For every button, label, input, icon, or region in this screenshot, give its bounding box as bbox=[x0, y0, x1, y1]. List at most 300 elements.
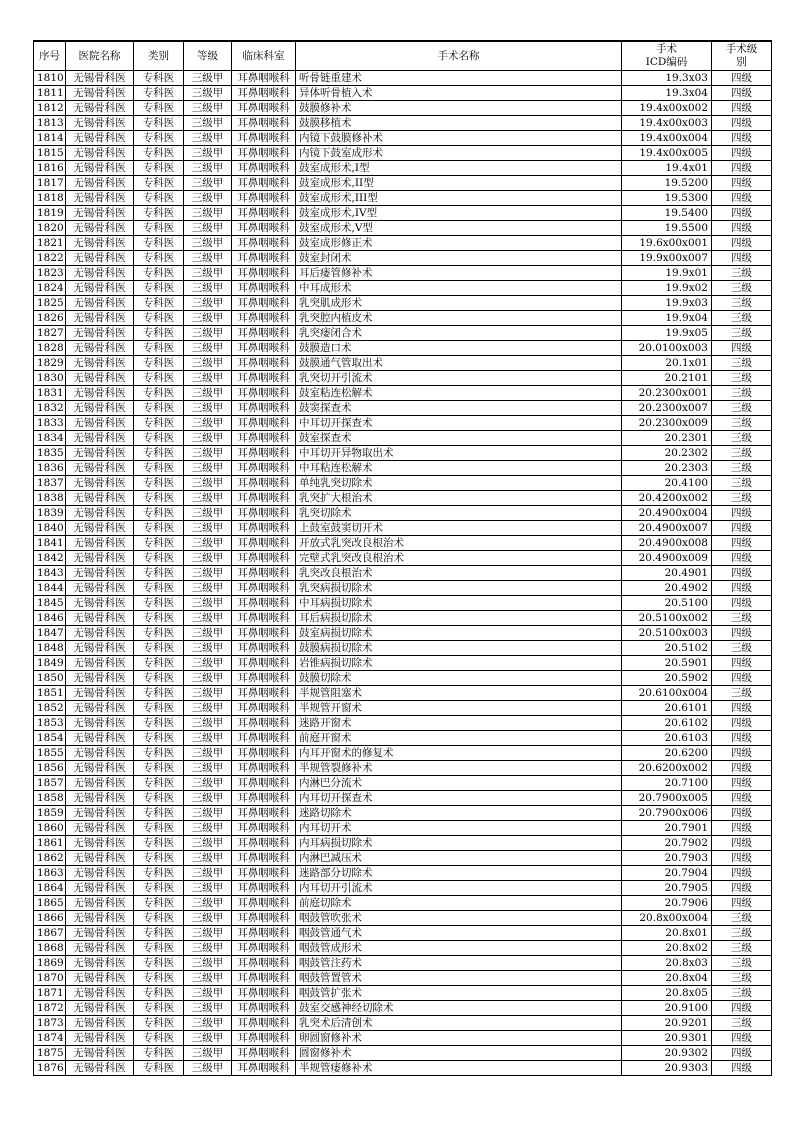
row-number: 1866 bbox=[34, 911, 66, 926]
table-row bbox=[34, 401, 772, 416]
hospital-grade: 三级甲 bbox=[184, 86, 232, 101]
clinical-dept: 耳鼻咽喉科 bbox=[232, 116, 296, 131]
hospital-type: 专科医 bbox=[134, 551, 184, 566]
surgery-name: 鼓膜病损切除术 bbox=[296, 641, 622, 656]
icd-code: 20.9301 bbox=[622, 1031, 712, 1046]
clinical-dept: 耳鼻咽喉科 bbox=[232, 281, 296, 296]
icd-code: 20.2301 bbox=[622, 431, 712, 446]
row-number: 1810 bbox=[34, 71, 66, 86]
clinical-dept: 耳鼻咽喉科 bbox=[232, 506, 296, 521]
hospital-type: 专科医 bbox=[134, 716, 184, 731]
hospital-type: 专科医 bbox=[134, 116, 184, 131]
hospital-type: 专科医 bbox=[134, 866, 184, 881]
table-row bbox=[34, 956, 772, 971]
table-row bbox=[34, 911, 772, 926]
hospital-grade: 三级甲 bbox=[184, 281, 232, 296]
row-number: 1813 bbox=[34, 116, 66, 131]
clinical-dept: 耳鼻咽喉科 bbox=[232, 266, 296, 281]
hospital-type: 专科医 bbox=[134, 296, 184, 311]
hospital-type: 专科医 bbox=[134, 1061, 184, 1076]
hospital-grade: 三级甲 bbox=[184, 776, 232, 791]
clinical-dept: 耳鼻咽喉科 bbox=[232, 311, 296, 326]
hospital-name: 无锡骨科医 bbox=[66, 371, 134, 386]
icd-code: 19.9x04 bbox=[622, 311, 712, 326]
surgery-level: 四级 bbox=[712, 671, 772, 686]
hospital-type: 专科医 bbox=[134, 101, 184, 116]
icd-code: 20.6101 bbox=[622, 701, 712, 716]
hospital-type: 专科医 bbox=[134, 146, 184, 161]
table-row bbox=[34, 131, 772, 146]
hospital-grade: 三级甲 bbox=[184, 296, 232, 311]
surgery-name: 耳后病损切除术 bbox=[296, 611, 622, 626]
surgery-name: 鼓窦探查术 bbox=[296, 401, 622, 416]
surgery-name: 中耳成形术 bbox=[296, 281, 622, 296]
icd-code: 20.7903 bbox=[622, 851, 712, 866]
surgery-level: 四级 bbox=[712, 806, 772, 821]
table-row bbox=[34, 446, 772, 461]
clinical-dept: 耳鼻咽喉科 bbox=[232, 101, 296, 116]
surgery-level: 三级 bbox=[712, 326, 772, 341]
icd-code: 20.5901 bbox=[622, 656, 712, 671]
hospital-grade: 三级甲 bbox=[184, 401, 232, 416]
clinical-dept: 耳鼻咽喉科 bbox=[232, 191, 296, 206]
hospital-grade: 三级甲 bbox=[184, 581, 232, 596]
hospital-grade: 三级甲 bbox=[184, 521, 232, 536]
hospital-type: 专科医 bbox=[134, 161, 184, 176]
hospital-name: 无锡骨科医 bbox=[66, 686, 134, 701]
icd-code: 20.7900x005 bbox=[622, 791, 712, 806]
hospital-name: 无锡骨科医 bbox=[66, 176, 134, 191]
surgery-level: 三级 bbox=[712, 611, 772, 626]
clinical-dept: 耳鼻咽喉科 bbox=[232, 761, 296, 776]
clinical-dept: 耳鼻咽喉科 bbox=[232, 971, 296, 986]
surgery-level: 四级 bbox=[712, 1031, 772, 1046]
surgery-level: 四级 bbox=[712, 596, 772, 611]
row-number: 1858 bbox=[34, 791, 66, 806]
row-number: 1840 bbox=[34, 521, 66, 536]
hospital-name: 无锡骨科医 bbox=[66, 311, 134, 326]
hospital-name: 无锡骨科医 bbox=[66, 956, 134, 971]
surgery-level: 三级 bbox=[712, 281, 772, 296]
surgery-name: 内淋巴分流术 bbox=[296, 776, 622, 791]
clinical-dept: 耳鼻咽喉科 bbox=[232, 731, 296, 746]
clinical-dept: 耳鼻咽喉科 bbox=[232, 326, 296, 341]
surgery-level: 四级 bbox=[712, 341, 772, 356]
hospital-type: 专科医 bbox=[134, 506, 184, 521]
icd-code: 19.4x00x005 bbox=[622, 146, 712, 161]
surgery-level: 四级 bbox=[712, 86, 772, 101]
icd-code: 20.2300x001 bbox=[622, 386, 712, 401]
hospital-grade: 三级甲 bbox=[184, 236, 232, 251]
hospital-type: 专科医 bbox=[134, 131, 184, 146]
surgery-level: 四级 bbox=[712, 161, 772, 176]
row-number: 1831 bbox=[34, 386, 66, 401]
icd-code: 20.4100 bbox=[622, 476, 712, 491]
icd-code: 20.8x02 bbox=[622, 941, 712, 956]
clinical-dept: 耳鼻咽喉科 bbox=[232, 611, 296, 626]
row-number: 1827 bbox=[34, 326, 66, 341]
surgery-name: 鼓膜移植术 bbox=[296, 116, 622, 131]
surgery-name: 乳突病损切除术 bbox=[296, 581, 622, 596]
row-number: 1838 bbox=[34, 491, 66, 506]
table-row bbox=[34, 1046, 772, 1061]
hospital-grade: 三级甲 bbox=[184, 446, 232, 461]
hospital-grade: 三级甲 bbox=[184, 101, 232, 116]
hospital-name: 无锡骨科医 bbox=[66, 596, 134, 611]
surgery-level: 四级 bbox=[712, 116, 772, 131]
surgery-level: 三级 bbox=[712, 926, 772, 941]
icd-code: 19.5400 bbox=[622, 206, 712, 221]
clinical-dept: 耳鼻咽喉科 bbox=[232, 956, 296, 971]
surgery-level: 三级 bbox=[712, 356, 772, 371]
row-number: 1823 bbox=[34, 266, 66, 281]
hospital-grade: 三级甲 bbox=[184, 686, 232, 701]
clinical-dept: 耳鼻咽喉科 bbox=[232, 836, 296, 851]
hospital-type: 专科医 bbox=[134, 461, 184, 476]
icd-code: 20.7901 bbox=[622, 821, 712, 836]
table-row bbox=[34, 146, 772, 161]
surgery-name: 卵圆窗修补术 bbox=[296, 1031, 622, 1046]
hospital-name: 无锡骨科医 bbox=[66, 806, 134, 821]
table-row bbox=[34, 551, 772, 566]
table-row bbox=[34, 476, 772, 491]
surgery-name: 鼓室成形术,V型 bbox=[296, 221, 622, 236]
surgery-name: 听骨链重建术 bbox=[296, 71, 622, 86]
surgery-name: 内耳病损切除术 bbox=[296, 836, 622, 851]
surgery-level: 四级 bbox=[712, 716, 772, 731]
hospital-name: 无锡骨科医 bbox=[66, 461, 134, 476]
row-number: 1844 bbox=[34, 581, 66, 596]
clinical-dept: 耳鼻咽喉科 bbox=[232, 491, 296, 506]
hospital-type: 专科医 bbox=[134, 356, 184, 371]
hospital-grade: 三级甲 bbox=[184, 911, 232, 926]
row-number: 1833 bbox=[34, 416, 66, 431]
hospital-name: 无锡骨科医 bbox=[66, 896, 134, 911]
hospital-type: 专科医 bbox=[134, 536, 184, 551]
hospital-grade: 三级甲 bbox=[184, 206, 232, 221]
surgery-level: 四级 bbox=[712, 221, 772, 236]
hospital-type: 专科医 bbox=[134, 791, 184, 806]
surgery-level: 四级 bbox=[712, 251, 772, 266]
row-number: 1872 bbox=[34, 1001, 66, 1016]
hospital-grade: 三级甲 bbox=[184, 416, 232, 431]
hospital-grade: 三级甲 bbox=[184, 986, 232, 1001]
hospital-grade: 三级甲 bbox=[184, 506, 232, 521]
icd-code: 19.3x03 bbox=[622, 71, 712, 86]
icd-code: 20.8x01 bbox=[622, 926, 712, 941]
clinical-dept: 耳鼻咽喉科 bbox=[232, 776, 296, 791]
hospital-type: 专科医 bbox=[134, 986, 184, 1001]
hospital-name: 无锡骨科医 bbox=[66, 611, 134, 626]
hospital-type: 专科医 bbox=[134, 776, 184, 791]
icd-code: 20.9303 bbox=[622, 1061, 712, 1076]
hospital-name: 无锡骨科医 bbox=[66, 71, 134, 86]
hospital-type: 专科医 bbox=[134, 596, 184, 611]
hospital-type: 专科医 bbox=[134, 581, 184, 596]
clinical-dept: 耳鼻咽喉科 bbox=[232, 551, 296, 566]
hospital-grade: 三级甲 bbox=[184, 701, 232, 716]
icd-code: 20.6100x004 bbox=[622, 686, 712, 701]
surgery-name: 岩锥病损切除术 bbox=[296, 656, 622, 671]
hospital-type: 专科医 bbox=[134, 1016, 184, 1031]
header-type: 类别 bbox=[134, 41, 184, 71]
surgery-level: 三级 bbox=[712, 1016, 772, 1031]
hospital-name: 无锡骨科医 bbox=[66, 431, 134, 446]
surgery-name: 中耳粘连松解术 bbox=[296, 461, 622, 476]
surgery-level: 四级 bbox=[712, 191, 772, 206]
table-row bbox=[34, 371, 772, 386]
hospital-name: 无锡骨科医 bbox=[66, 281, 134, 296]
icd-code: 19.9x01 bbox=[622, 266, 712, 281]
icd-code: 19.5500 bbox=[622, 221, 712, 236]
surgery-name: 圆窗修补术 bbox=[296, 1046, 622, 1061]
icd-code: 20.2300x009 bbox=[622, 416, 712, 431]
hospital-name: 无锡骨科医 bbox=[66, 101, 134, 116]
clinical-dept: 耳鼻咽喉科 bbox=[232, 686, 296, 701]
table-row bbox=[34, 461, 772, 476]
icd-code: 19.9x00x007 bbox=[622, 251, 712, 266]
row-number: 1846 bbox=[34, 611, 66, 626]
row-number: 1847 bbox=[34, 626, 66, 641]
icd-code: 20.0100x003 bbox=[622, 341, 712, 356]
surgery-level: 四级 bbox=[712, 776, 772, 791]
surgery-level: 三级 bbox=[712, 416, 772, 431]
hospital-name: 无锡骨科医 bbox=[66, 716, 134, 731]
hospital-name: 无锡骨科医 bbox=[66, 296, 134, 311]
icd-code: 20.6200 bbox=[622, 746, 712, 761]
surgery-level: 四级 bbox=[712, 236, 772, 251]
table-row bbox=[34, 221, 772, 236]
hospital-type: 专科医 bbox=[134, 686, 184, 701]
hospital-name: 无锡骨科医 bbox=[66, 236, 134, 251]
surgery-name: 内耳切开引流术 bbox=[296, 881, 622, 896]
surgery-name: 乳突改良根治术 bbox=[296, 566, 622, 581]
hospital-type: 专科医 bbox=[134, 1031, 184, 1046]
icd-code: 20.5902 bbox=[622, 671, 712, 686]
icd-code: 20.9201 bbox=[622, 1016, 712, 1031]
table-row bbox=[34, 1016, 772, 1031]
hospital-grade: 三级甲 bbox=[184, 221, 232, 236]
icd-code: 20.8x05 bbox=[622, 986, 712, 1001]
table-body bbox=[34, 71, 772, 1076]
hospital-grade: 三级甲 bbox=[184, 131, 232, 146]
hospital-type: 专科医 bbox=[134, 86, 184, 101]
hospital-name: 无锡骨科医 bbox=[66, 491, 134, 506]
surgery-level: 三级 bbox=[712, 446, 772, 461]
table-row bbox=[34, 716, 772, 731]
clinical-dept: 耳鼻咽喉科 bbox=[232, 1046, 296, 1061]
surgery-name: 乳突肌成形术 bbox=[296, 296, 622, 311]
hospital-name: 无锡骨科医 bbox=[66, 416, 134, 431]
surgery-name: 鼓室成形术,III型 bbox=[296, 191, 622, 206]
hospital-grade: 三级甲 bbox=[184, 1031, 232, 1046]
hospital-type: 专科医 bbox=[134, 311, 184, 326]
row-number: 1811 bbox=[34, 86, 66, 101]
hospital-name: 无锡骨科医 bbox=[66, 356, 134, 371]
surgery-level: 三级 bbox=[712, 296, 772, 311]
hospital-type: 专科医 bbox=[134, 1046, 184, 1061]
table-row bbox=[34, 866, 772, 881]
hospital-name: 无锡骨科医 bbox=[66, 221, 134, 236]
row-number: 1855 bbox=[34, 746, 66, 761]
row-number: 1868 bbox=[34, 941, 66, 956]
row-number: 1841 bbox=[34, 536, 66, 551]
icd-code: 20.4900x007 bbox=[622, 521, 712, 536]
hospital-type: 专科医 bbox=[134, 491, 184, 506]
surgery-level: 四级 bbox=[712, 851, 772, 866]
surgery-level: 三级 bbox=[712, 986, 772, 1001]
table-row bbox=[34, 671, 772, 686]
hospital-type: 专科医 bbox=[134, 221, 184, 236]
hospital-grade: 三级甲 bbox=[184, 551, 232, 566]
icd-code: 20.7100 bbox=[622, 776, 712, 791]
row-number: 1843 bbox=[34, 566, 66, 581]
hospital-name: 无锡骨科医 bbox=[66, 386, 134, 401]
hospital-type: 专科医 bbox=[134, 236, 184, 251]
hospital-name: 无锡骨科医 bbox=[66, 131, 134, 146]
icd-code: 20.4200x002 bbox=[622, 491, 712, 506]
clinical-dept: 耳鼻咽喉科 bbox=[232, 656, 296, 671]
surgery-name: 中耳切开异物取出术 bbox=[296, 446, 622, 461]
hospital-name: 无锡骨科医 bbox=[66, 476, 134, 491]
hospital-type: 专科医 bbox=[134, 371, 184, 386]
icd-code: 19.5200 bbox=[622, 176, 712, 191]
clinical-dept: 耳鼻咽喉科 bbox=[232, 356, 296, 371]
hospital-grade: 三级甲 bbox=[184, 431, 232, 446]
surgery-name: 咽鼓管吹张术 bbox=[296, 911, 622, 926]
hospital-type: 专科医 bbox=[134, 206, 184, 221]
hospital-type: 专科医 bbox=[134, 971, 184, 986]
hospital-grade: 三级甲 bbox=[184, 971, 232, 986]
surgery-name: 鼓膜造口术 bbox=[296, 341, 622, 356]
table-row bbox=[34, 836, 772, 851]
hospital-name: 无锡骨科医 bbox=[66, 971, 134, 986]
row-number: 1828 bbox=[34, 341, 66, 356]
hospital-grade: 三级甲 bbox=[184, 311, 232, 326]
surgery-level: 四级 bbox=[712, 146, 772, 161]
clinical-dept: 耳鼻咽喉科 bbox=[232, 596, 296, 611]
hospital-grade: 三级甲 bbox=[184, 926, 232, 941]
table-row bbox=[34, 296, 772, 311]
table-row bbox=[34, 1031, 772, 1046]
table-row bbox=[34, 71, 772, 86]
hospital-type: 专科医 bbox=[134, 566, 184, 581]
surgery-name: 异体听骨植入术 bbox=[296, 86, 622, 101]
surgery-name: 迷路切除术 bbox=[296, 806, 622, 821]
hospital-grade: 三级甲 bbox=[184, 266, 232, 281]
table-row bbox=[34, 626, 772, 641]
hospital-name: 无锡骨科医 bbox=[66, 1016, 134, 1031]
icd-code: 19.3x04 bbox=[622, 86, 712, 101]
hospital-type: 专科医 bbox=[134, 251, 184, 266]
hospital-name: 无锡骨科医 bbox=[66, 761, 134, 776]
row-number: 1832 bbox=[34, 401, 66, 416]
hospital-name: 无锡骨科医 bbox=[66, 641, 134, 656]
hospital-type: 专科医 bbox=[134, 611, 184, 626]
row-number: 1835 bbox=[34, 446, 66, 461]
table-row bbox=[34, 416, 772, 431]
row-number: 1818 bbox=[34, 191, 66, 206]
table-row bbox=[34, 881, 772, 896]
hospital-grade: 三级甲 bbox=[184, 536, 232, 551]
surgery-name: 乳突腔内植皮术 bbox=[296, 311, 622, 326]
table-row bbox=[34, 281, 772, 296]
clinical-dept: 耳鼻咽喉科 bbox=[232, 626, 296, 641]
surgery-name: 内耳切开探查术 bbox=[296, 791, 622, 806]
clinical-dept: 耳鼻咽喉科 bbox=[232, 821, 296, 836]
table-row bbox=[34, 851, 772, 866]
table-row bbox=[34, 1001, 772, 1016]
surgery-name: 鼓膜通气管取出术 bbox=[296, 356, 622, 371]
row-number: 1871 bbox=[34, 986, 66, 1001]
hospital-name: 无锡骨科医 bbox=[66, 791, 134, 806]
row-number: 1854 bbox=[34, 731, 66, 746]
hospital-name: 无锡骨科医 bbox=[66, 161, 134, 176]
table-row bbox=[34, 311, 772, 326]
surgery-name: 半规管瘘修补术 bbox=[296, 1061, 622, 1076]
hospital-name: 无锡骨科医 bbox=[66, 266, 134, 281]
table-row bbox=[34, 506, 772, 521]
hospital-grade: 三级甲 bbox=[184, 836, 232, 851]
hospital-type: 专科医 bbox=[134, 851, 184, 866]
hospital-name: 无锡骨科医 bbox=[66, 581, 134, 596]
hospital-grade: 三级甲 bbox=[184, 371, 232, 386]
icd-code: 20.4900x004 bbox=[622, 506, 712, 521]
hospital-type: 专科医 bbox=[134, 941, 184, 956]
hospital-grade: 三级甲 bbox=[184, 596, 232, 611]
row-number: 1850 bbox=[34, 671, 66, 686]
hospital-grade: 三级甲 bbox=[184, 941, 232, 956]
clinical-dept: 耳鼻咽喉科 bbox=[232, 896, 296, 911]
hospital-type: 专科医 bbox=[134, 176, 184, 191]
surgery-level: 四级 bbox=[712, 101, 772, 116]
hospital-grade: 三级甲 bbox=[184, 866, 232, 881]
surgery-name: 内淋巴减压术 bbox=[296, 851, 622, 866]
surgery-name: 鼓室成形术,IV型 bbox=[296, 206, 622, 221]
icd-code: 20.1x01 bbox=[622, 356, 712, 371]
hospital-grade: 三级甲 bbox=[184, 356, 232, 371]
surgery-name: 半规管阻塞术 bbox=[296, 686, 622, 701]
row-number: 1859 bbox=[34, 806, 66, 821]
surgery-level: 四级 bbox=[712, 521, 772, 536]
hospital-name: 无锡骨科医 bbox=[66, 746, 134, 761]
row-number: 1848 bbox=[34, 641, 66, 656]
hospital-name: 无锡骨科医 bbox=[66, 521, 134, 536]
icd-code: 20.8x03 bbox=[622, 956, 712, 971]
hospital-name: 无锡骨科医 bbox=[66, 626, 134, 641]
surgery-level: 三级 bbox=[712, 461, 772, 476]
surgery-level: 四级 bbox=[712, 896, 772, 911]
hospital-type: 专科医 bbox=[134, 281, 184, 296]
hospital-name: 无锡骨科医 bbox=[66, 551, 134, 566]
clinical-dept: 耳鼻咽喉科 bbox=[232, 791, 296, 806]
hospital-grade: 三级甲 bbox=[184, 746, 232, 761]
clinical-dept: 耳鼻咽喉科 bbox=[232, 251, 296, 266]
icd-code: 20.5100 bbox=[622, 596, 712, 611]
hospital-name: 无锡骨科医 bbox=[66, 926, 134, 941]
table-row bbox=[34, 791, 772, 806]
icd-code: 19.4x01 bbox=[622, 161, 712, 176]
row-number: 1812 bbox=[34, 101, 66, 116]
header-surgery-level: 手术级 别 bbox=[712, 41, 772, 71]
surgery-level: 四级 bbox=[712, 701, 772, 716]
row-number: 1839 bbox=[34, 506, 66, 521]
clinical-dept: 耳鼻咽喉科 bbox=[232, 476, 296, 491]
table-row bbox=[34, 536, 772, 551]
icd-code: 19.9x05 bbox=[622, 326, 712, 341]
surgery-name: 鼓室封闭术 bbox=[296, 251, 622, 266]
surgery-level: 四级 bbox=[712, 1061, 772, 1076]
